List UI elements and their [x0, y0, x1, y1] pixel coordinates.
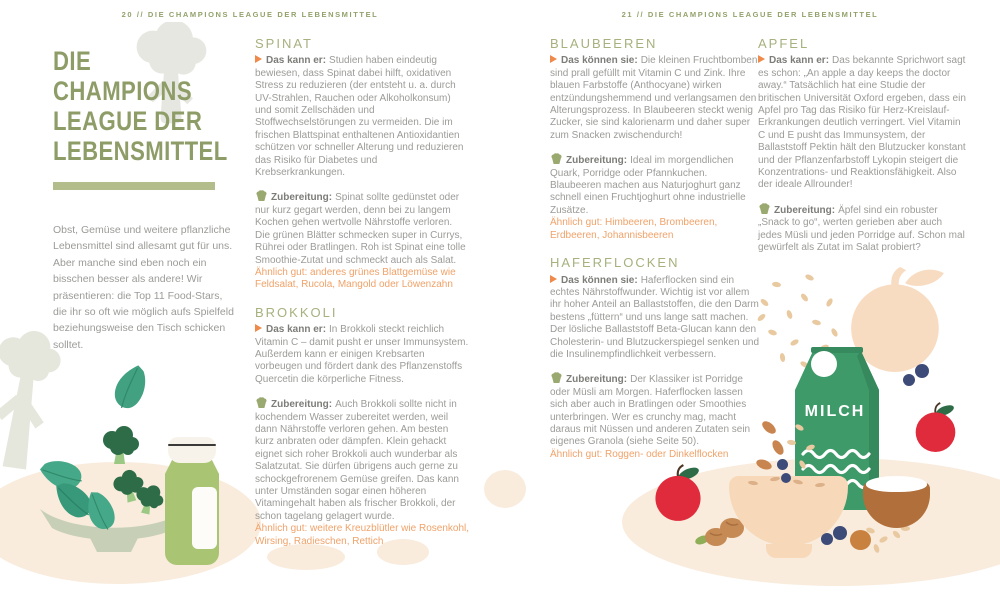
prep-text: Auch Brokkoli sollte nicht in kochendem Wasser zubereitet werden, weil dann Nährstoffe verloren gehen. Am besten kurz anbraten oder dämpfen. Klein gehackt eignet sich roher Brokkoli auch wunderbar als Salatzutat. Sie dürfen übrigens auch gerne zu schockgefrorenem Gemüse greifen. Das kann unter Umständen sogar einen höheren Vitamingehalt haben als frischer Brokkoli, der schon tagelang gelagert wurde. [255, 399, 459, 522]
prep-label: Zubereitung: [271, 399, 333, 411]
prep-label: Zubereitung: [271, 192, 333, 204]
spinach-leaf-icon [105, 357, 157, 418]
play-arrow-icon [550, 275, 557, 283]
prep-bowl-icon [758, 203, 771, 215]
prep-text: Spinat sollte gedünstet oder nur kurz gegart werden, denn bei zu langem Kochen gehen wertvolle Nährstoffe verloren. Die grünen Blätter schmecken super in Currys, Rührei oder Bratlingen. Roh ist Spinat eine tolle Smoothie-Zutat und schmeckt auch als Salat. [255, 192, 466, 266]
broccoli-floret-icon [130, 481, 167, 519]
title-line: LEBENSMITTEL [53, 136, 228, 166]
broccoli-floret-icon [100, 426, 140, 466]
prep-paragraph [758, 203, 967, 255]
section-heading: BLAUBEEREN [550, 36, 658, 51]
page-title [53, 46, 266, 166]
nut-ball-icon [850, 530, 871, 550]
oat-grain [786, 309, 794, 319]
benefit-text: Die kleinen Fruchtbomben sind prall gefüllt mit Vitamin C und Zink. Ihre blauen Farbstoffe (Anthocyane) wirken entzündungshemmend und verlangsamen den Alterungsprozess. In Blaubeeren steckt wenig Zucker, sie sind kalorienarm und daher super zum Snacken zwischendurch! [550, 55, 758, 141]
play-arrow-icon [255, 55, 262, 63]
benefit-text: Studien haben eindeutig bewiesen, dass Spinat dabei hilft, oxidativen Stress zu reduzieren (der entsteht u. a. durch UV-Strahlen, Rauchen oder Alkoholkonsum) und somit Zellschäden und Stoffwechselstörungen zu vermeiden. Die im frischen Blattspinat enthaltenen Antioxidantien schützen vor schneller Alterung und reduzieren das Risiko für Diabetes und Krebserkrankungen. [255, 55, 464, 179]
section-apfel [758, 38, 967, 255]
milk-carton-label: MILCH [804, 403, 866, 420]
prep-paragraph [255, 397, 469, 548]
prep-paragraph [550, 153, 759, 242]
benefit-label: Das können sie: [561, 55, 638, 67]
right-page-header: 21 // DIE CHAMPIONS LEAGUE DER LEBENSMITTEL [621, 10, 879, 19]
blueberry-icon [781, 473, 791, 483]
section-heading: BROKKOLI [255, 304, 338, 320]
prep-label: Zubereitung: [566, 374, 628, 386]
benefit-label: Das kann er: [266, 55, 327, 67]
benefit-paragraph [255, 324, 469, 386]
left-page-text-column [255, 38, 469, 559]
oat-grain [772, 281, 782, 287]
blueberry-icon [915, 364, 929, 378]
porridge-bowl-foot [766, 544, 812, 558]
right-page-text-column-1 [550, 38, 759, 472]
benefit-label: Das kann er: [769, 55, 830, 67]
title-divider-bar [53, 182, 215, 190]
intro-paragraph: Obst, Gemüse und weitere pflanzliche Lebensmittel sind allesamt gut für uns. Aber manche sind eben noch ein bisschen besser als andere! Wir präsentieren: die Top 11 Food-Stars, die ihr so oft wie möglich aufs Spielfeld beziehungsweise den Tisch schicken solltet. [53, 224, 234, 351]
prep-paragraph [550, 372, 759, 461]
prep-bowl-icon [550, 153, 563, 165]
benefit-text: In Brokkoli steckt reichlich Vitamin C – damit pusht er unser Immunsystem. Außerdem kann er einigen Krebsarten vorbeugen und fördert dank des Pflanzenstoffs Quercetin die körperliche Fitness. [255, 324, 469, 385]
almond-icon [770, 438, 786, 456]
prep-text: Ideal im morgendlichen Quark, Porridge oder Pfannkuchen. Blaubeeren machen aus Naturjoghurt ganz schnell einen Fruchtjoghurt ohne industrielle Zusätze. [550, 155, 746, 216]
oat-grain [767, 329, 777, 337]
blueberry-icon [777, 459, 788, 470]
section-blaubeeren [550, 38, 759, 242]
section-haferflocken [550, 257, 759, 461]
prep-text: Äpfel sind ein robuster „Snack to go“, werten gerieben aber auch jedes Müsli und jeden Porridge auf. Schon mal gewürfelt als Zutat im Salat probiert? [758, 204, 965, 254]
smoothie-bottle-label [192, 487, 217, 549]
cream-ellipse [484, 470, 526, 508]
right-page-text-column-2 [758, 38, 967, 266]
oat-grain [779, 353, 785, 363]
benefit-paragraph [255, 55, 469, 179]
smoothie-bottle-cap [168, 437, 216, 463]
yogurt-cream [866, 476, 927, 492]
red-apple-icon [910, 402, 961, 453]
oat-grain [830, 327, 839, 337]
benefit-paragraph [550, 55, 759, 142]
title-line: LEAGUE DER [53, 106, 203, 136]
benefit-label: Das kann er: [266, 324, 327, 336]
benefit-paragraph [758, 55, 967, 191]
prep-bowl-icon [255, 190, 268, 202]
section-heading: APFEL [758, 36, 810, 51]
section-heading: SPINAT [255, 36, 313, 51]
play-arrow-icon [758, 55, 765, 63]
smoothie-bottle [165, 437, 219, 565]
similar-foods-note: Ähnlich gut: Himbeeren, Brombeeren, Erdbeeren, Johannisbeeren [550, 217, 718, 241]
prep-label: Zubereitung: [566, 155, 628, 167]
play-arrow-icon [255, 324, 262, 332]
oat-grain [800, 292, 810, 302]
oat-grain [812, 319, 822, 326]
left-page-header: 20 // DIE CHAMPIONS LEAGUE DER LEBENSMITTEL [121, 10, 379, 19]
prep-paragraph [255, 190, 469, 291]
prep-bowl-icon [255, 397, 268, 409]
almond-icon [760, 419, 778, 436]
prep-bowl-icon [550, 372, 563, 384]
blueberry-icon [903, 374, 915, 386]
blueberry-icon [821, 533, 833, 545]
section-heading: HAFERFLOCKEN [550, 255, 680, 271]
benefit-label: Das können sie: [561, 274, 638, 286]
benefit-paragraph [550, 275, 759, 362]
title-line: DIE [53, 46, 92, 76]
similar-foods-note: Ähnlich gut: Roggen- oder Dinkelflocken [550, 448, 729, 460]
section-spinat [255, 38, 469, 292]
oat-grain [804, 273, 814, 281]
oat-grain [825, 297, 834, 307]
blueberry-icon [833, 526, 847, 540]
benefit-text: Das bekannte Sprichwort sagt es schon: „An apple a day keeps the doctor away.“ Tatsächlich hat eine Studie der britischen Universität Oxford ergeben, dass ein Apfel pro Tag das Risiko für Herz-Kreislauf-Erkrankungen deutlich verringert. Viel Vitamin C und E pusht das Immunsystem, der Ballaststoff Pektin hält den Blutzucker konstant und der Pflanzenfarbstoff Lykopin steigert die Konzentrations- und Reaktionsfähigkeit. Also der ideale Allrounder! [758, 55, 966, 191]
oat-grain [759, 298, 769, 308]
section-brokkoli [255, 304, 469, 548]
title-line: CHAMPIONS [53, 76, 193, 106]
similar-foods-note: Ähnlich gut: weitere Kreuzblütler wie Rosenkohl, Wirsing, Radieschen, Rettich [255, 523, 469, 547]
play-arrow-icon [550, 55, 557, 63]
prep-text: Der Klassiker ist Porridge oder Müsli am Morgen. Haferflocken lassen sich aber auch in Bratlingen oder Smoothies unterbringen. Wer es crunchy mag, macht daraus mit Nüssen und anderen Zutaten sein eigenes Granola (siehe Seite 50). [550, 374, 751, 448]
prep-label: Zubereitung: [774, 204, 836, 216]
benefit-text: Haferflocken sind ein echtes Nährstoffwunder. Wichtig ist vor allem ihr hoher Anteil an Ballaststoffen, die den Darm bestens „füttern“ und uns lange satt machen. Der lösliche Ballaststoff Beta-Glucan kann den Cholesterin- und Blutzuckerspiegel senken und die Insulinempfindlichkeit verbessern. [550, 274, 760, 360]
similar-foods-note: Ähnlich gut: anderes grünes Blattgemüse wie Feldsalat, Rucola, Mangold oder Löwenzahn [255, 266, 456, 291]
